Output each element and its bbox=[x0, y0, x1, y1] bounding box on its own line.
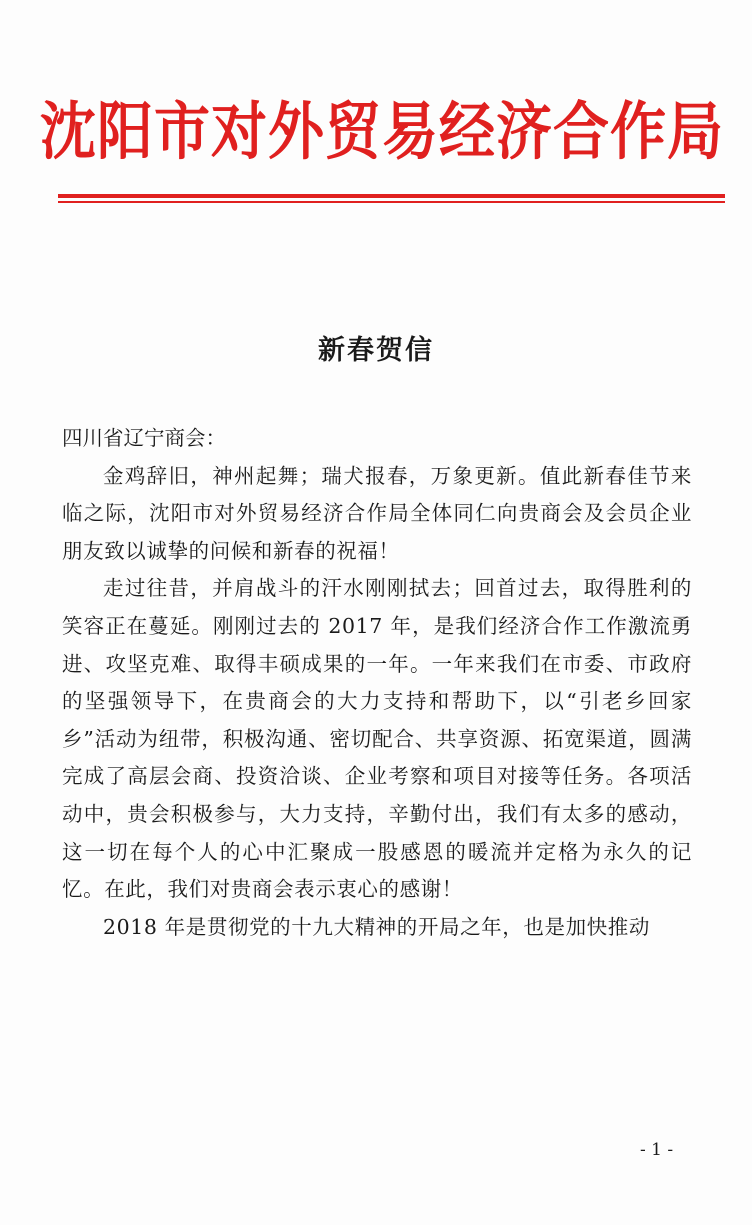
paragraph-3: 2018 年是贯彻党的十九大精神的开局之年，也是加快推动 bbox=[103, 914, 650, 939]
letter-body bbox=[62, 420, 692, 946]
letterhead-red-rule-thick bbox=[58, 194, 725, 198]
paragraph-1: 金鸡辞旧，神州起舞；瑞犬报春，万象更新。值此新春佳节来临之际，沈阳市对外贸易经济合作局全体同仁向贵商会及会员企业朋友致以诚挚的问候和新春的祝福！ bbox=[62, 463, 692, 563]
salutation: 四川省辽宁商会： bbox=[62, 426, 226, 450]
page-number: - 1 - bbox=[640, 1140, 674, 1160]
letterhead-red-rule-thin bbox=[58, 201, 725, 203]
document-title: 新春贺信 bbox=[318, 335, 434, 366]
paragraph-2: 走过往昔，并肩战斗的汗水刚刚拭去；回首过去，取得胜利的笑容正在蔓延。刚刚过去的 2017 年，是我们经济合作工作激流勇进、攻坚克难、取得丰硕成果的一年。一年来我们在市委、市政府的坚强领导下，在贵商会的大力支持和帮助下，以“引老乡回家乡”活动为纽带，积极沟通、密切配合、共享资源、拓宽渠道，圆满完成了高层会商、投资洽谈、企业考察和项目对接等任务。各项活动中，贵会积极参与，大力支持，辛勤付出，我们有太多的感动，这一切在每个人的心中汇聚成一股感恩的暖流并定格为永久的记忆。在此，我们对贵商会表示衷心的感谢！ bbox=[62, 576, 692, 902]
letterhead-org-name: 沈阳市对外贸易经济合作局 bbox=[40, 95, 724, 169]
